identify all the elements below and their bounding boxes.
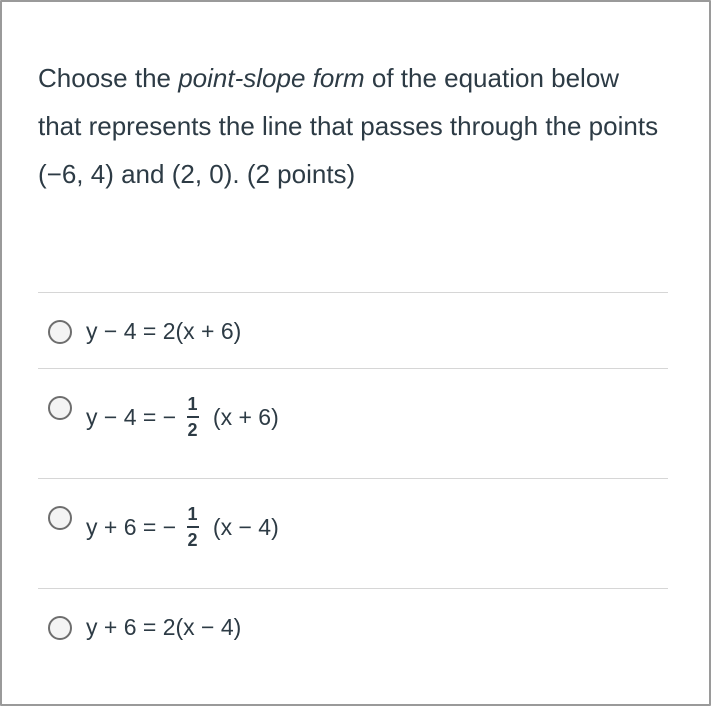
- fraction-bar: [187, 526, 199, 528]
- option-2-rhs: (x + 6): [206, 403, 279, 430]
- option-1-equation: y − 4 = 2(x + 6): [86, 318, 242, 344]
- answer-option-2[interactable]: [46, 374, 666, 444]
- option-3-numerator: 1: [187, 504, 198, 524]
- option-3-equation: [86, 504, 279, 550]
- question-text-part1: Choose the: [38, 63, 179, 93]
- divider: [38, 292, 668, 293]
- answer-option-1[interactable]: [46, 298, 666, 368]
- question-text-part2: of the equation below that represents the line that passes through the points (−6, 4) and (2, 0). (2 points): [38, 63, 659, 189]
- radio-button-option-1[interactable]: [48, 320, 72, 344]
- divider: [38, 588, 668, 589]
- option-3-fraction: [187, 504, 199, 550]
- radio-button-option-3[interactable]: [48, 506, 72, 530]
- radio-button-option-4[interactable]: [48, 616, 72, 640]
- radio-button-option-2[interactable]: [48, 396, 72, 420]
- option-3-rhs: (x − 4): [206, 513, 279, 540]
- question-text: [38, 54, 668, 198]
- divider: [38, 368, 668, 369]
- question-emphasis: point-slope form: [178, 63, 365, 93]
- option-2-equation: [86, 394, 279, 440]
- answer-option-4[interactable]: [46, 594, 666, 664]
- option-2-denominator: 2: [187, 420, 198, 440]
- option-4-equation: y + 6 = 2(x − 4): [86, 614, 242, 640]
- option-3-denominator: 2: [187, 530, 198, 550]
- divider: [38, 478, 668, 479]
- option-2-fraction: [187, 394, 199, 440]
- answer-option-3[interactable]: [46, 484, 666, 554]
- option-2-lhs: y − 4 = −: [86, 403, 183, 430]
- fraction-bar: [187, 416, 199, 418]
- option-3-lhs: y + 6 = −: [86, 513, 183, 540]
- option-2-numerator: 1: [187, 394, 198, 414]
